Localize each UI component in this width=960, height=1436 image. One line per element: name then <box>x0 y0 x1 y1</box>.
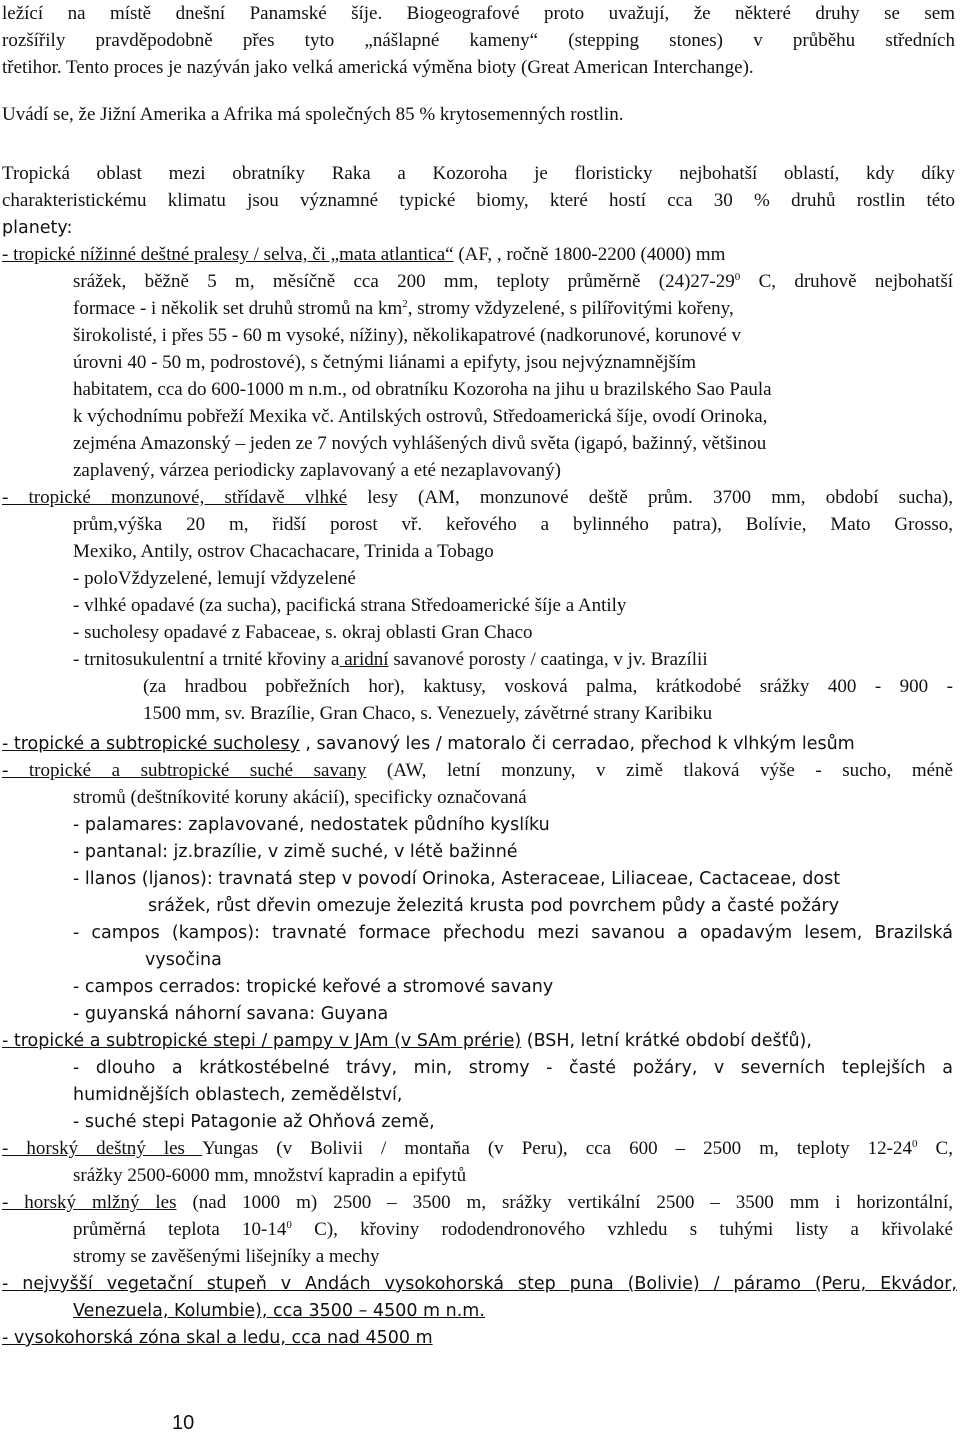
text-segment: - campos cerrados: tropické keřové a stromové savany <box>73 977 554 997</box>
text-segment: - campos (kampos): travnaté formace přechodu mezi savanou a opadavým lesem, Brazilská <box>73 923 953 943</box>
text-segment: (AF, , ročně 1800-2200 (4000) mm <box>453 244 726 265</box>
text-line <box>73 325 741 347</box>
text-line <box>73 406 767 428</box>
text-segment: (BSH, letní krátké období dešťů), <box>521 1031 812 1051</box>
text-line <box>73 514 953 536</box>
text-line <box>73 271 953 293</box>
text-segment: - trnitosukulentní a trnité křoviny a <box>73 649 340 670</box>
text-segment: k východnímu pobřeží Mexika vč. Antilských ostrovů, Středoamerická šíje, ovodí Orinoka, <box>73 406 768 427</box>
text-segment: , savanový les / matoralo či cerradao, přechod k vlhkým lesům <box>299 734 855 754</box>
text-segment: - palamares: zaplavované, nedostatek půdního kyslíku <box>73 815 550 835</box>
text-line <box>2 30 955 52</box>
text-segment: lesy (AM, monzunové deště prům. 3700 mm, období sucha), <box>347 487 953 508</box>
text-line <box>73 1057 953 1079</box>
text-line <box>73 787 527 809</box>
text-line <box>73 976 553 998</box>
underlined-heading: aridní <box>339 649 389 670</box>
text-segment: C, druhově nejbohatší <box>740 271 953 292</box>
text-segment: charakteristickému klimatu jsou významné typické biomy, které hostí cca 30 % druhů rostlin této <box>2 190 955 211</box>
text-line <box>2 733 855 755</box>
text-line <box>143 703 712 725</box>
underlined-heading: - tropické monzunové, střídavě vlhké <box>2 487 348 508</box>
text-segment: - guyanská náhorní savana: Guyana <box>73 1004 389 1024</box>
text-segment: širokolisté, i přes 55 - 60 m vysoké, nížiny), několikapatrové (nadkorunové, korunové v <box>73 325 742 346</box>
text-line <box>73 1084 402 1106</box>
text-segment: (AW, letní monzuny, v zimě tlaková výše - sucho, méně <box>366 760 953 781</box>
text-line <box>73 541 494 563</box>
text-segment: planety: <box>2 218 73 238</box>
text-segment: - suché stepi Patagonie až Ohňová země, <box>73 1112 435 1132</box>
text-line <box>2 3 955 25</box>
text-line <box>73 595 626 617</box>
text-segment: třetihor. Tento proces je nazýván jako velká americká výměna bioty (Great American Interchange). <box>2 57 754 78</box>
text-segment: zejména Amazonský – jeden ze 7 nových vyhlášených divů světa (igapó, bažinný, většinou <box>73 433 767 454</box>
underlined-heading: Venezuela, Kolumbie), cca 3500 – 4500 m n.m. <box>73 1301 485 1321</box>
text-segment: formace - i několik set druhů stromů na km <box>73 298 403 319</box>
text-line <box>2 1273 957 1295</box>
text-segment: ležící na místě dnešní Panamské šíje. Biogeografové proto uvažují, že některé druhy se sem <box>2 3 955 24</box>
underlined-heading: - horský mlžný les <box>2 1192 177 1213</box>
underlined-heading: - horský deštný les <box>2 1138 203 1159</box>
underlined-heading: - tropické a subtropické stepi / pampy v JAm (v SAm prérie) <box>2 1031 522 1051</box>
text-line <box>2 487 953 509</box>
text-segment: - llanos (ljanos): travnatá step v povodí Orinoka, Asteraceae, Liliaceae, Cactaceae, dost <box>73 869 841 889</box>
text-segment: Uvádí se, že Jižní Amerika a Afrika má společných 85 % krytosemenných rostlin. <box>2 104 624 125</box>
page-number: 10 <box>172 1412 195 1434</box>
text-line <box>2 217 72 239</box>
text-segment: prům,výška 20 m, řidší porost vř. keřového a bylinného patra), Bolívie, Mato Grosso, <box>73 514 953 535</box>
text-segment: 1500 mm, sv. Brazílie, Gran Chaco, s. Venezuely, závětrné strany Karibiku <box>143 703 713 724</box>
text-line <box>143 676 953 698</box>
text-segment: stromů (deštníkovité koruny akácií), specificky označovaná <box>73 787 527 808</box>
text-line <box>145 949 222 971</box>
text-line <box>2 104 624 126</box>
text-line <box>73 460 561 482</box>
text-line <box>73 868 840 890</box>
text-line <box>73 568 356 590</box>
text-segment: savanové porosty / caatinga, v jv. Brazílii <box>388 649 708 670</box>
text-segment: průměrná teplota 10-14 <box>73 1219 287 1240</box>
text-segment: srážky 2500-6000 mm, množství kapradin a epifytů <box>73 1165 467 1186</box>
text-segment: srážek, růst dřevin omezuje železitá krusta pod povrchem půdy a časté požáry <box>148 896 840 916</box>
text-segment: Mexiko, Antily, ostrov Chacachacare, Trinida a Tobago <box>73 541 494 562</box>
text-line <box>73 922 953 944</box>
text-line <box>73 433 766 455</box>
text-segment: zaplavený, várzea periodicky zaplavovaný a eté nezaplavovaný) <box>73 460 561 481</box>
text-segment: (za hradbou pobřežních hor), kaktusy, vosková palma, krátkodobé srážky 400 - 900 - <box>143 676 953 697</box>
text-line <box>2 1327 433 1349</box>
text-line <box>2 57 754 79</box>
text-line <box>2 163 955 185</box>
text-line <box>73 1246 380 1268</box>
text-segment: (nad 1000 m) 2500 – 3500 m, srážky vertikální 2500 – 3500 mm i horizontální, <box>176 1192 953 1213</box>
text-segment: humidnějších oblastech, zemědělství, <box>73 1085 403 1105</box>
text-line <box>73 622 533 644</box>
text-segment: C, <box>917 1138 953 1159</box>
underlined-heading: - tropické nížinné deštné pralesy / selva, či „mata atlantica“ <box>2 244 454 265</box>
underlined-heading: - nejvyšší vegetační stupeň v Andách vysokohorská step puna (Bolivie) / páramo (Peru, Ekvádor, <box>2 1274 957 1294</box>
text-line <box>73 841 518 863</box>
text-segment: , stromy vždyzelené, s pilířovitými kořeny, <box>407 298 734 319</box>
text-line <box>73 1300 485 1322</box>
text-line <box>148 895 839 917</box>
text-line <box>73 352 696 374</box>
text-line <box>2 760 953 782</box>
text-segment: rozšířily pravděpodobně přes tyto „nášlapné kameny“ (stepping stones) v průběhu středních <box>2 30 955 51</box>
text-line <box>2 1030 812 1052</box>
text-line <box>73 1165 466 1187</box>
text-segment: - dlouho a krátkostébelné trávy, min, stromy - časté požáry, v severních teplejších a <box>73 1058 953 1078</box>
text-segment: - sucholesy opadavé z Fabaceae, s. okraj oblasti Gran Chaco <box>73 622 533 643</box>
underlined-heading: - tropické a subtropické sucholesy <box>2 734 300 754</box>
text-segment: - vlhké opadavé (za sucha), pacifická strana Středoamerické šíje a Antily <box>73 595 627 616</box>
text-segment: stromy se zavěšenými lišejníky a mechy <box>73 1246 380 1267</box>
text-line <box>73 298 734 320</box>
superscript: 0 <box>286 1219 292 1231</box>
text-line <box>73 1003 388 1025</box>
text-segment: srážek, běžně 5 m, měsíčně cca 200 mm, teploty průměrně (24)27-29 <box>73 271 735 292</box>
superscript: 0 <box>734 271 741 283</box>
underlined-heading: - tropické a subtropické suché savany <box>2 760 367 781</box>
text-segment: Yungas (v Bolivii / montaňa (v Peru), cca 600 – 2500 m, teploty 12-24 <box>202 1138 912 1159</box>
text-line <box>73 1111 435 1133</box>
text-segment: C), křoviny rododendronového vzhledu s tuhými listy a křivolaké <box>291 1219 953 1240</box>
text-line <box>2 1192 953 1214</box>
text-line <box>73 379 772 401</box>
superscript: 2 <box>402 298 408 310</box>
text-line <box>2 244 725 266</box>
text-line <box>2 190 955 212</box>
text-segment: úrovni 40 - 50 m, podrostové), s četnými liánami a epifyty, jsou nejvýznamnějším <box>73 352 697 373</box>
text-line <box>73 1219 953 1241</box>
text-segment: vysočina <box>145 950 222 970</box>
text-line <box>73 649 708 671</box>
text-line <box>73 814 550 836</box>
underlined-heading: - vysokohorská zóna skal a ledu, cca nad 4500 m <box>2 1328 433 1348</box>
text-segment: - poloVždyzelené, lemují vždyzelené <box>73 568 356 589</box>
superscript: 0 <box>912 1138 918 1150</box>
text-segment: - pantanal: jz.brazílie, v zimě suché, v létě bažinné <box>73 842 518 862</box>
text-segment: Tropická oblast mezi obratníky Raka a Kozoroha je floristicky nejbohatší oblastí, kdy díky <box>2 163 955 184</box>
text-segment: habitatem, cca do 600-1000 m n.m., od obratníku Kozoroha na jihu u brazilského Sao Paula <box>73 379 772 400</box>
text-line <box>2 1138 953 1160</box>
